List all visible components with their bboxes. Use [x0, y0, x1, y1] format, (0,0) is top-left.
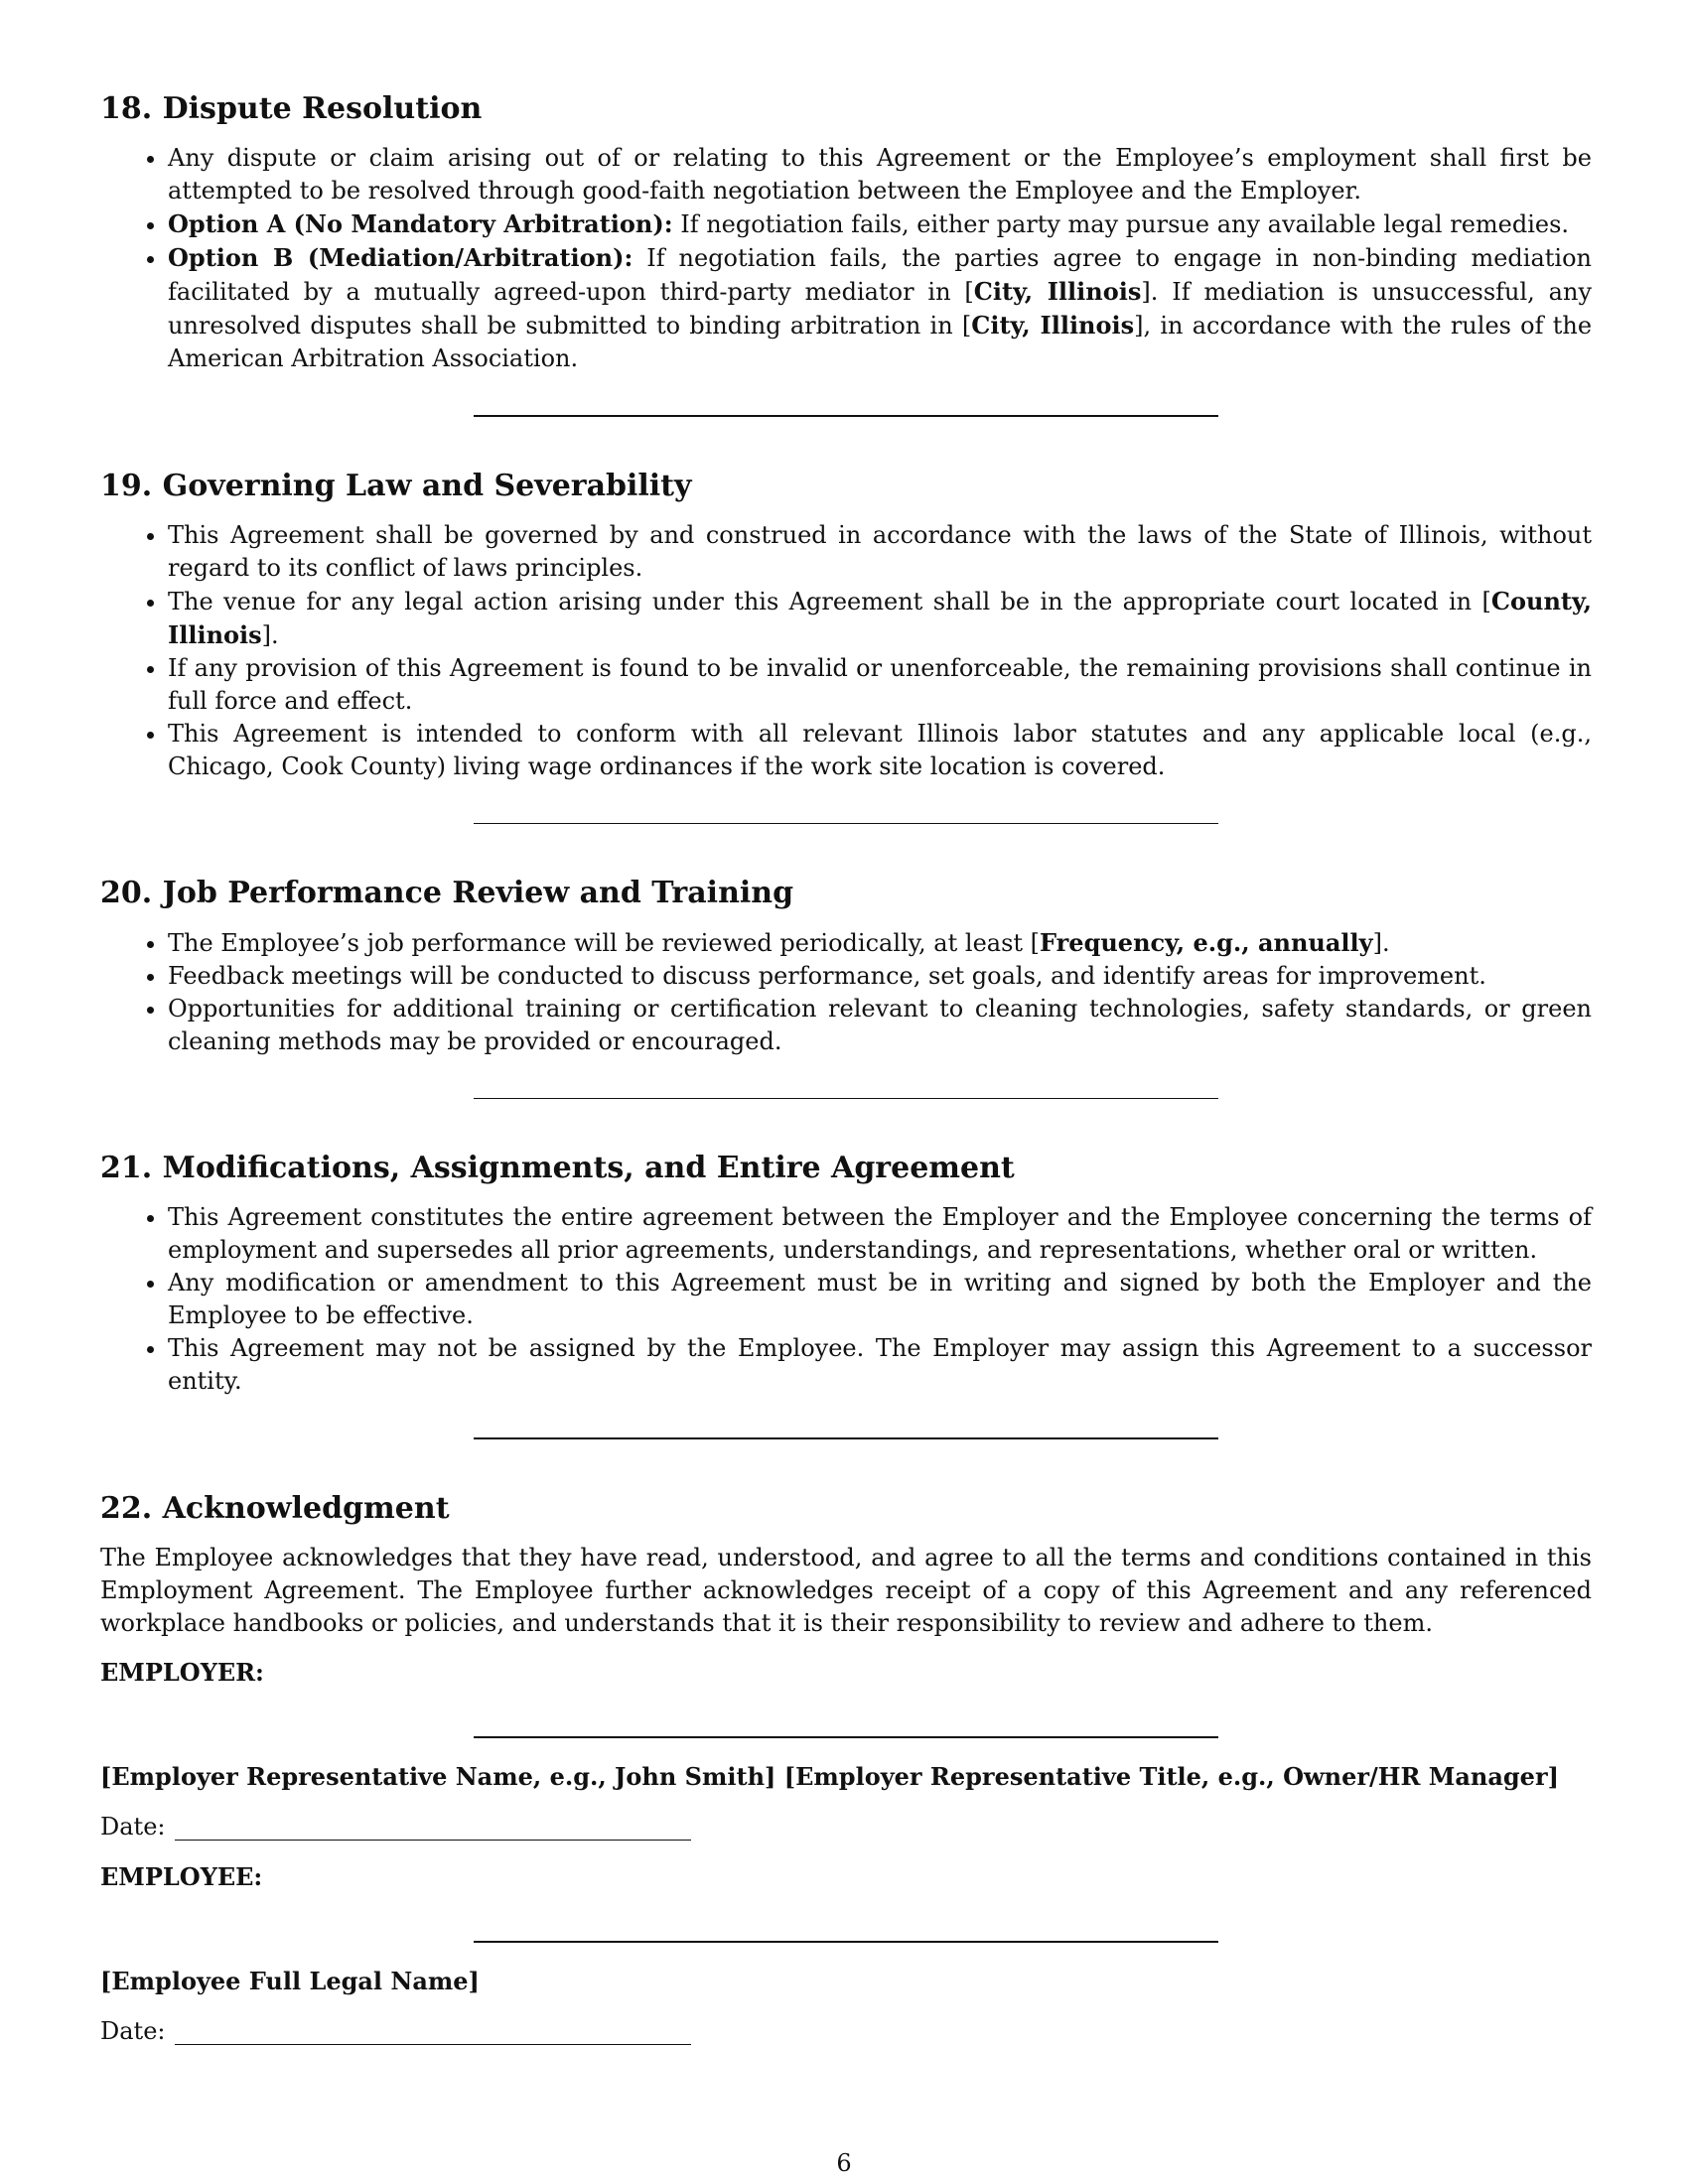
employer-representative-name: [Employer Representative Name, e.g., John Smith] [Employer Representative Title, e.g., Owner/HR Manager] [100, 1762, 1559, 1791]
venue-text: The venue for any legal action arising under this Agreement shall be in the appropriate court located in [ [168, 588, 1491, 615]
employer-signature-line[interactable] [474, 1736, 1218, 1738]
section-dispute-resolution [100, 89, 1592, 375]
section-title: 19. Governing Law and Severability [100, 469, 692, 503]
section-title: 22. Acknowledgment [100, 1491, 450, 1526]
employer-date-field[interactable] [175, 1818, 691, 1841]
section-title: 21. Modifications, Assignments, and Entire Agreement [100, 1151, 1015, 1185]
option-b-text: If negotiation fails, the parties agree to engage in non-binding mediation facilitated by a mutually agreed-upon third-party mediator in [ [168, 244, 1592, 306]
option-b-text: ]. If mediation is unsuccessful, any unresolved disputes shall be submitted to binding arbitration in [ [168, 278, 1593, 340]
list-item: • Feedback meetings will be conducted to discuss performance, set goals, and identify areas for improvement. [168, 960, 1592, 993]
date-label: Date: [100, 2017, 166, 2045]
list-item [168, 241, 1592, 375]
review-text: The Employee’s job performance will be reviewed periodically, at least [ [168, 929, 1041, 957]
employee-date-field[interactable] [175, 2022, 691, 2045]
venue-text: ]. [261, 621, 279, 649]
employee-signature-line[interactable] [474, 1941, 1218, 1943]
list-item [168, 585, 1592, 652]
section-modifications [100, 1149, 1592, 1398]
section-divider [474, 1437, 1218, 1439]
section-divider [474, 1098, 1218, 1099]
bullet-list [100, 519, 1592, 783]
list-item: • Opportunities for additional training or certification relevant to cleaning technologies, safety standards, or green cleaning methods may be provided or encouraged. [168, 993, 1592, 1058]
list-item: • This Agreement may not be assigned by the Employee. The Employer may assign this Agreement to a successor entity. [168, 1332, 1592, 1398]
list-item: • If any provision of this Agreement is found to be invalid or unenforceable, the remaining provisions shall continue in full force and effect. [168, 652, 1592, 718]
placeholder-county: County, Illinois [168, 587, 1592, 649]
list-item: • This Agreement constitutes the entire agreement between the Employer and the Employee concerning the terms of employment and supersedes all prior agreements, understandings, and representations, whether oral or written. [168, 1201, 1592, 1267]
page-number: 6 [836, 2149, 852, 2177]
section-divider [474, 415, 1218, 417]
employer-label: EMPLOYER: [100, 1658, 264, 1687]
bullet-list [100, 142, 1592, 375]
section-title: 20. Job Performance Review and Training [100, 876, 794, 910]
option-a-label: Option A (No Mandatory Arbitration): [168, 209, 673, 238]
section-performance-review [100, 874, 1592, 1058]
option-b-text: ], in accordance with the rules of the American Arbitration Association. [168, 312, 1593, 372]
employee-full-legal-name: [Employee Full Legal Name] [100, 1967, 480, 1995]
list-item: • Any dispute or claim arising out of or relating to this Agreement or the Employee’s employment shall first be attempted to be resolved through good-faith negotiation between the Employee and the Employer. [168, 142, 1592, 207]
employer-date-row [100, 1813, 1592, 1841]
employee-date-row [100, 2017, 1592, 2045]
section-governing-law [100, 467, 1592, 783]
list-item [168, 207, 1592, 241]
date-label: Date: [100, 1813, 166, 1841]
document-page [100, 89, 1592, 2045]
list-item: • This Agreement is intended to conform with all relevant Illinois labor statutes and any applicable local (e.g., Chicago, Cook County) living wage ordinances if the work site location is covered. [168, 718, 1592, 783]
section-title: 18. Dispute Resolution [100, 91, 483, 126]
section-acknowledgment [100, 1489, 1592, 2045]
review-text: ]. [1372, 929, 1390, 957]
bullet-list [100, 1201, 1592, 1398]
employee-label: EMPLOYEE: [100, 1862, 263, 1891]
list-item: • Any modification or amendment to this Agreement must be in writing and signed by both the Employer and the Employee to be effective. [168, 1267, 1592, 1332]
option-a-text: If negotiation fails, either party may pursue any available legal remedies. [672, 210, 1570, 238]
placeholder-city: City, Illinois [971, 311, 1135, 340]
acknowledgment-paragraph: The Employee acknowledges that they have read, understood, and agree to all the terms and conditions contained in this Employment Agreement. The Employee further acknowledges receipt of a copy of this Agreement and any referenced workplace handbooks or policies, and understands that it is their responsibility to review and adhere to them. [100, 1544, 1592, 1637]
list-item [168, 926, 1592, 960]
section-divider [474, 823, 1218, 824]
bullet-list [100, 926, 1592, 1058]
list-item: • This Agreement shall be governed by and construed in accordance with the laws of the State of Illinois, without regard to its conflict of laws principles. [168, 519, 1592, 585]
placeholder-city: City, Illinois [973, 277, 1142, 306]
option-b-label: Option B (Mediation/Arbitration): [168, 243, 633, 272]
placeholder-frequency: Frequency, e.g., annually [1040, 928, 1373, 957]
